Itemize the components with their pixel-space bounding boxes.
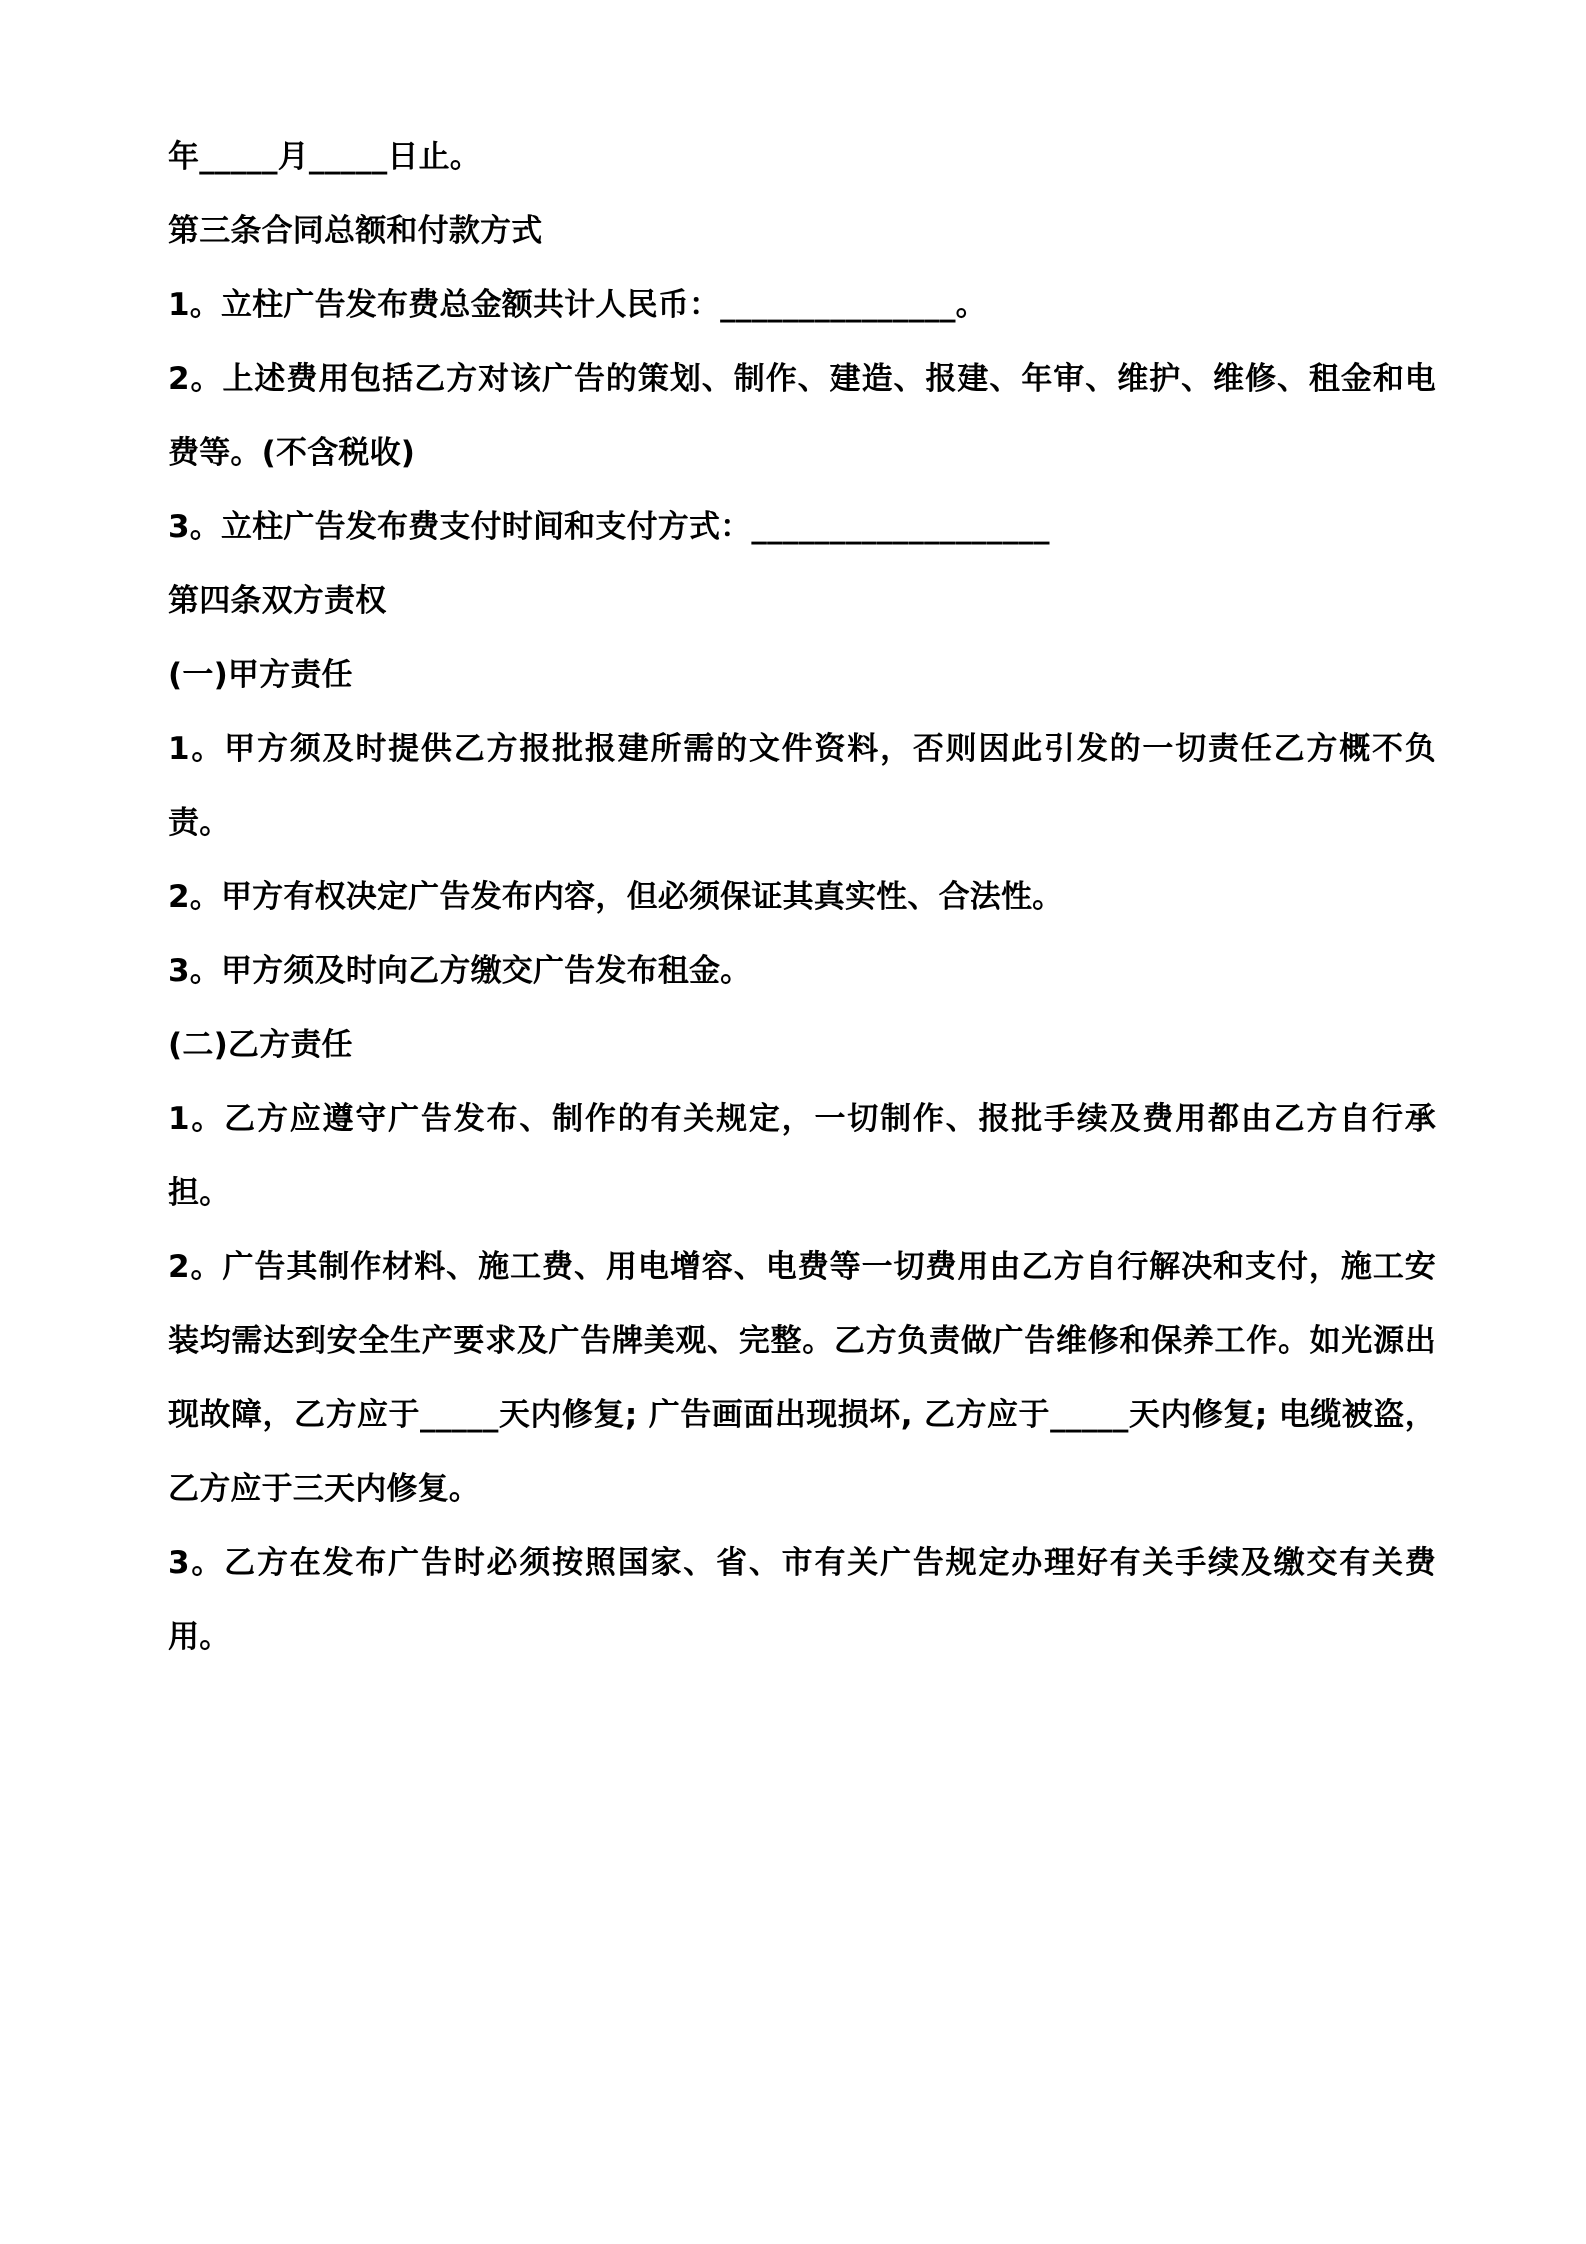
paragraph-article-3-title: 第三条合同总额和付款方式 bbox=[168, 213, 543, 249]
paragraph-4a-2: 2。甲方有权决定广告发布内容，但必须保证其真实性、合法性。 bbox=[168, 879, 1064, 915]
paragraph-article-4-title: 第四条双方责权 bbox=[168, 583, 387, 619]
paragraph-4a-1: 1。甲方须及时提供乙方报批报建所需的文件资料，否则因此引发的一切责任乙方概不负责。 bbox=[168, 731, 1436, 841]
paragraph-party-b-title: (二)乙方责任 bbox=[168, 1027, 353, 1063]
paragraph-4b-2: 2。广告其制作材料、施工费、用电增容、电费等一切费用由乙方自行解决和支付，施工安装均需达到安全生产要求及广告牌美观、完整。乙方负责做广告维修和保养工作。如光源出现故障，乙方应于_____天内修复; 广告画面出现损坏, 乙方应于_____天内修复; 电缆被盗，乙方应于三天内修复。 bbox=[168, 1249, 1436, 1507]
document-body bbox=[168, 120, 1436, 1674]
paragraph-4b-3: 3。乙方在发布广告时必须按照国家、省、市有关广告规定办理好有关手续及缴交有关费用。 bbox=[168, 1545, 1436, 1655]
paragraph-3-3: 3。立柱广告发布费支付时间和支付方式：___________________ bbox=[168, 509, 1050, 545]
paragraph-date-end: 年_____月_____日止。 bbox=[168, 139, 481, 175]
paragraph-4a-3: 3。甲方须及时向乙方缴交广告发布租金。 bbox=[168, 953, 752, 989]
paragraph-3-2: 2。上述费用包括乙方对该广告的策划、制作、建造、报建、年审、维护、维修、租金和电费等。(不含税收) bbox=[168, 361, 1436, 471]
paragraph-3-1: 1。立柱广告发布费总金额共计人民币：_______________。 bbox=[168, 287, 987, 323]
paragraph-4b-1: 1。乙方应遵守广告发布、制作的有关规定，一切制作、报批手续及费用都由乙方自行承担。 bbox=[168, 1101, 1436, 1211]
paragraph-party-a-title: (一)甲方责任 bbox=[168, 657, 353, 693]
